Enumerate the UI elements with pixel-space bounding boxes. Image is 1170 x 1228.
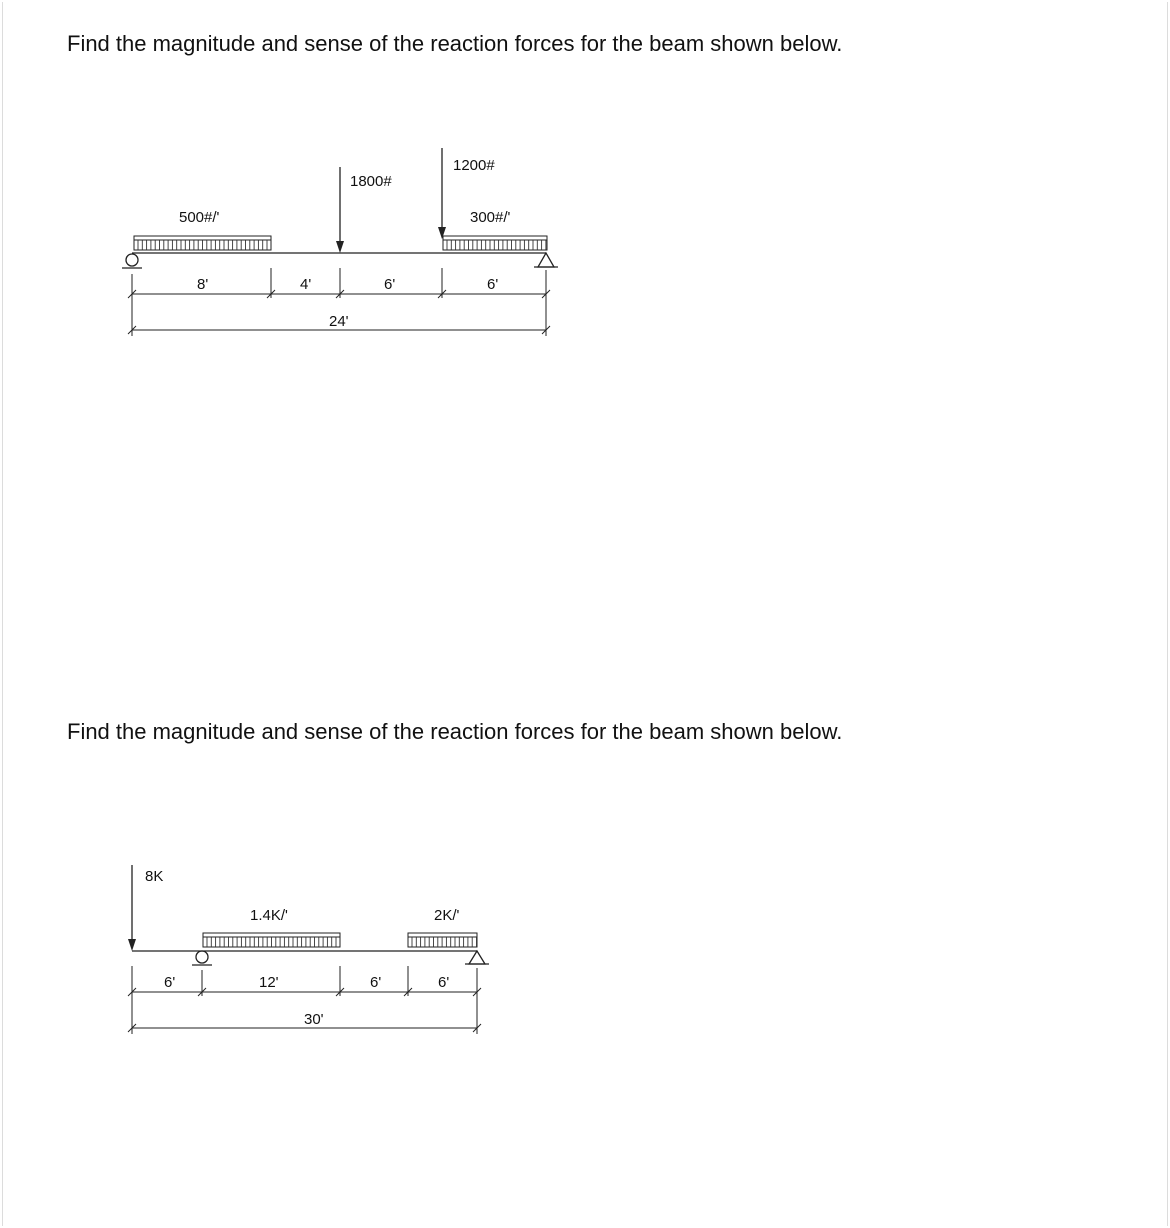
udl-right-block: [408, 933, 477, 947]
udl-right-label: 300#/': [470, 209, 511, 226]
dimension-1: 6': [164, 974, 176, 991]
dimension-2: 12': [259, 974, 279, 991]
point-load-1-arrow: [128, 865, 136, 951]
beam-diagram-1: [0, 130, 600, 350]
roller-support-left: [192, 951, 212, 965]
pin-support-right: [465, 951, 489, 964]
beam-diagram-2: [0, 850, 600, 1050]
udl-left-block: [203, 933, 340, 947]
roller-support-left: [122, 254, 142, 268]
udl-left-block: [134, 236, 271, 250]
pin-support-right: [534, 253, 558, 267]
udl-right-block: [443, 236, 547, 250]
dimension-4: 6': [487, 276, 499, 293]
dimension-3: 6': [384, 276, 396, 293]
point-load-2-arrow: [438, 148, 446, 239]
problem-2-prompt: Find the magnitude and sense of the reaction forces for the beam shown below.: [67, 719, 843, 744]
udl-left-label: 500#/': [179, 209, 220, 226]
dimension-total: 30': [304, 1011, 324, 1028]
point-load-2-label: 1200#: [453, 157, 495, 174]
point-load-1-arrow: [336, 167, 344, 253]
point-load-1-label: 1800#: [350, 173, 392, 190]
dimension-2: 4': [300, 276, 312, 293]
dimension-1: 8': [197, 276, 209, 293]
udl-left-label: 1.4K/': [250, 907, 288, 924]
problem-1-prompt: Find the magnitude and sense of the reaction forces for the beam shown below.: [67, 31, 843, 56]
point-load-1-label: 8K: [145, 868, 164, 885]
dimension-4: 6': [438, 974, 450, 991]
dimension-3: 6': [370, 974, 382, 991]
dimension-total: 24': [329, 313, 349, 330]
udl-right-label: 2K/': [434, 907, 460, 924]
